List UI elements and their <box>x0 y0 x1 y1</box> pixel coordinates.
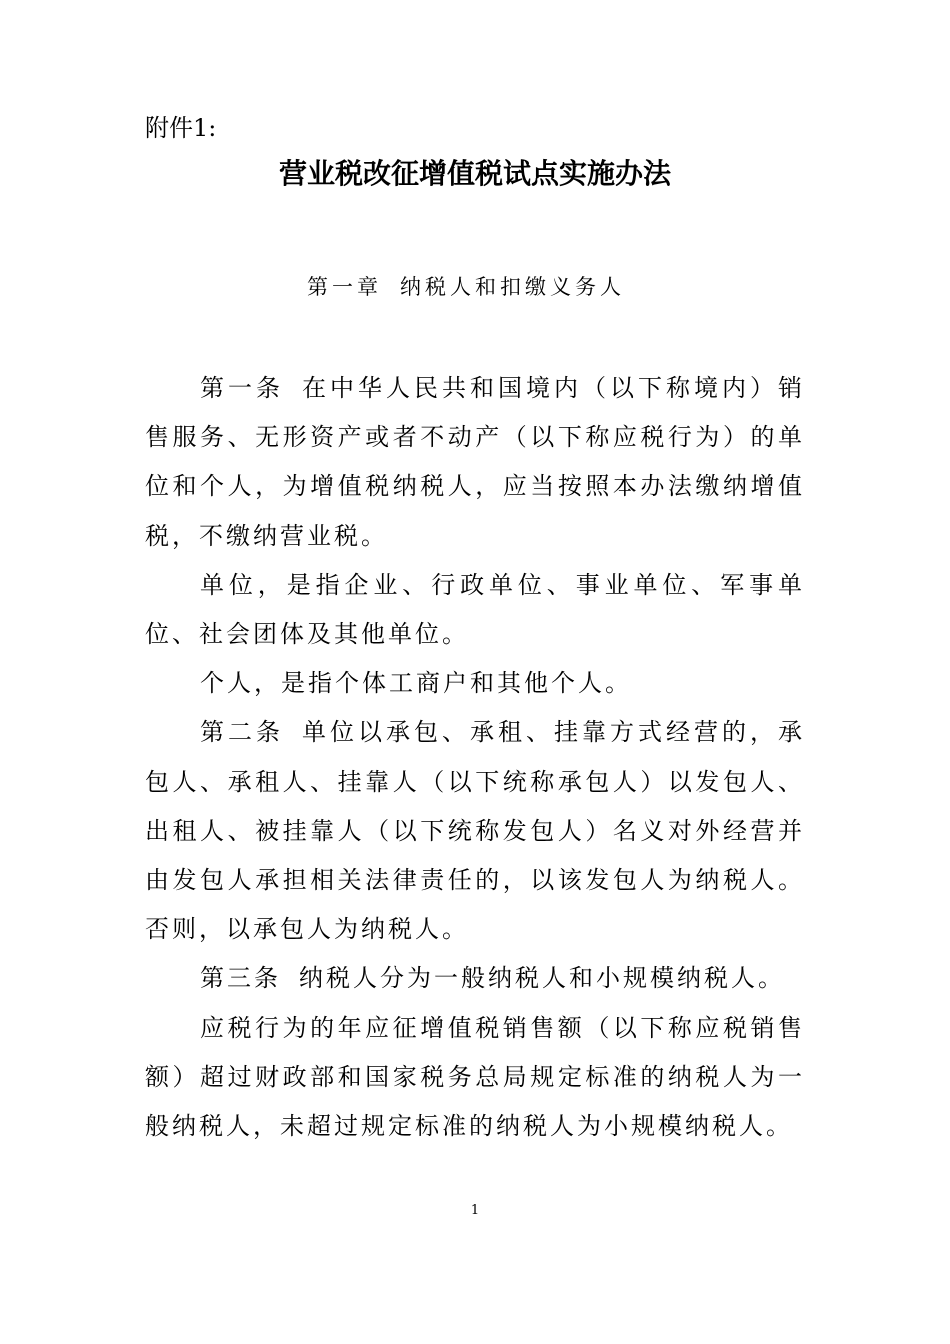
paragraph-unit-definition <box>145 561 805 659</box>
paragraph-article-3 <box>145 954 805 1003</box>
attachment-label: 附件1: <box>145 114 217 142</box>
article-label: 第一条 <box>200 374 284 402</box>
document-title: 营业税改征增值税试点实施办法 <box>278 157 671 190</box>
chapter-name: 纳税人和扣缴义务人 <box>400 275 625 299</box>
paragraph-text: 单位以承包、承租、挂靠方式经营的，承包人、承租人、挂靠人（以下统称承包人）以发包人、出租人、被挂靠人（以下统称发包人）名义对外经营并由发包人承担相关法律责任的，以该发包人为纳税人。否则，以承包人为纳税人。 <box>145 718 805 944</box>
paragraph-article-1 <box>145 364 805 561</box>
paragraph-individual-definition <box>145 659 805 708</box>
page-number: 1 <box>470 1203 480 1218</box>
paragraph-text: 单位，是指企业、行政单位、事业单位、军事单位、社会团体及其他单位。 <box>145 570 805 649</box>
article-label: 第二条 <box>200 718 284 747</box>
paragraph-text: 个人，是指个体工商户和其他个人。 <box>200 669 632 698</box>
paragraph-taxable-sales <box>145 1004 805 1152</box>
paragraph-text: 在中华人民共和国境内（以下称境内）销售服务、无形资产或者不动产（以下称应税行为）的单位和个人，为增值税纳税人，应当按照本办法缴纳增值税，不缴纳营业税。 <box>145 374 805 550</box>
chapter-number: 第一章 <box>307 275 382 299</box>
paragraph-article-2 <box>145 708 805 954</box>
article-label: 第三条 <box>200 964 281 993</box>
paragraph-text: 纳税人分为一般纳税人和小规模纳税人。 <box>299 964 785 993</box>
document-body <box>145 364 805 1151</box>
paragraph-text: 应税行为的年应征增值税销售额（以下称应税销售额）超过财政部和国家税务总局规定标准的纳税人为一般纳税人，未超过规定标准的纳税人为小规模纳税人。 <box>145 1013 805 1141</box>
